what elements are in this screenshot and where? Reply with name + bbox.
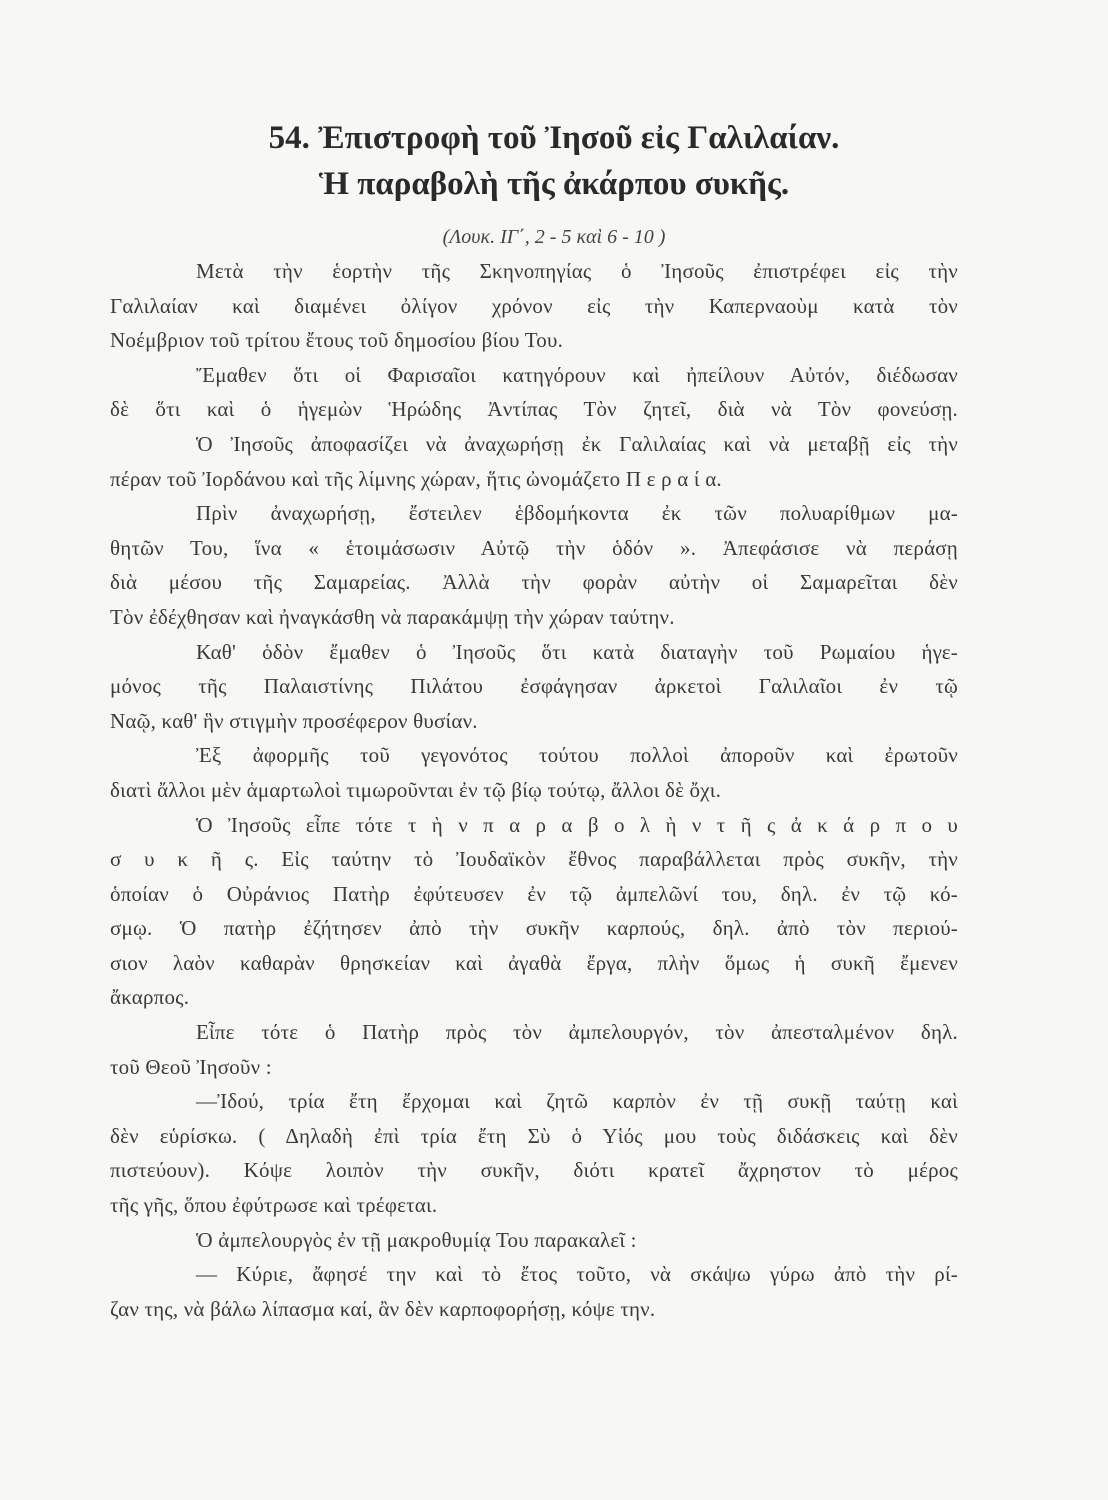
text-line: Μετὰ τὴν ἑορτὴν τῆς Σκηνοπηγίας ὁ Ἰησοῦς ἐπιστρέφει εἰς τὴν xyxy=(196,259,958,283)
text-line: σμῳ. Ὁ πατὴρ ἐζήτησεν ἀπὸ τὴν συκῆν καρπούς, δηλ. ἀπὸ τὸν περιού- xyxy=(110,916,958,941)
text-line: Ὁ Ἰησοῦς ἀποφασίζει νὰ ἀναχωρήσῃ ἐκ Γαλιλαίας καὶ νὰ μεταβῇ εἰς τὴν xyxy=(196,431,958,456)
text-line: πιστεύουν). Κόψε λοιπὸν τὴν συκῆν, διότι κρατεῖ ἄχρηστον τὸ μέρος xyxy=(110,1158,958,1183)
text-line: Καθ' ὁδὸν ἔμαθεν ὁ Ἰησοῦς ὅτι κατὰ διαταγὴν τοῦ Ρωμαίου ἡγε- xyxy=(196,639,958,664)
text-line: Ναῷ, καθ' ἣν στιγμὴν προσέφερον θυσίαν. xyxy=(110,708,478,733)
text-line: τῆς γῆς, ὅπου ἐφύτρωσε καὶ τρέφεται. xyxy=(110,1193,438,1218)
text-line: ἄκαρπος. xyxy=(110,985,190,1010)
text-line: Ὁ Ἰησοῦς εἶπε τότε τ ὴ ν π α ρ α β ο λ ὴ ν τ ῆ ς ἀ κ ά ρ π ο υ xyxy=(196,812,958,837)
text-line: θητῶν Του, ἵνα « ἑτοιμάσωσιν Αὐτῷ τὴν ὁδόν ». Ἀπεφάσισε νὰ περάσῃ xyxy=(110,535,958,560)
text-line: Νοέμβριον τοῦ τρίτου ἔτους τοῦ δημοσίου βίου Του. xyxy=(110,328,564,353)
text-line: πέραν τοῦ Ἰορδάνου καὶ τῆς λίμνης χώραν, ἥτις ὠνομάζετο Π ε ρ α ί α. xyxy=(110,466,722,491)
text-line: —Ἰδού, τρία ἔτη ἔρχομαι καὶ ζητῶ καρπὸν ἐν τῇ συκῇ ταύτῃ καὶ xyxy=(196,1089,958,1114)
text-line: ζαν της, νὰ βάλω λίπασμα καί, ἂν δὲν καρποφορήσῃ, κόψε την. xyxy=(110,1296,656,1321)
body-text xyxy=(110,254,958,1326)
text-line: διατὶ ἄλλοι μὲν ἁμαρτωλοὶ τιμωροῦνται ἐν τῷ βίῳ τούτῳ, ἄλλοι δὲ ὄχι. xyxy=(110,777,722,802)
text-line: Τὸν ἐδέχθησαν καὶ ἠναγκάσθη νὰ παρακάμψῃ τὴν χώραν ταύτην. xyxy=(110,604,675,629)
text-line: Γαλιλαίαν καὶ διαμένει ὀλίγον χρόνον εἰς τὴν Καπερναοὺμ κατὰ τὸν xyxy=(110,293,958,318)
text-line: Ἔμαθεν ὅτι οἱ Φαρισαῖοι κατηγόρουν καὶ ἠπείλουν Αὐτόν, διέδωσαν xyxy=(196,362,958,387)
text-line: Ἐξ ἀφορμῆς τοῦ γεγονότος τούτου πολλοὶ ἀποροῦν καὶ ἐρωτοῦν xyxy=(196,743,958,768)
text-line: δὲν εὑρίσκω. ( Δηλαδὴ ἐπὶ τρία ἔτη Σὺ ὁ Υἱός μου τοὺς διδάσκεις καὶ δὲν xyxy=(110,1123,958,1148)
text-line: Εἶπε τότε ὁ Πατὴρ πρὸς τὸν ἀμπελουργόν, τὸν ἀπεσταλμένον δηλ. xyxy=(196,1020,958,1045)
text-line: σ υ κ ῆ ς. Εἰς ταύτην τὸ Ἰουδαϊκὸν ἔθνος παραβάλλεται πρὸς συκῆν, τὴν xyxy=(110,847,958,872)
text-line: — Κύριε, ἄφησέ την καὶ τὸ ἔτος τοῦτο, νὰ σκάψω γύρω ἀπὸ τὴν ρί- xyxy=(196,1262,958,1287)
chapter-subtitle: Ἡ παραβολὴ τῆς ἀκάρπου συκῆς. xyxy=(318,166,790,202)
text-line: σιον λαὸν καθαρὰν θρησκείαν καὶ ἀγαθὰ ἔργα, πλὴν ὅμως ἡ συκῆ ἔμενεν xyxy=(110,950,958,975)
text-line: μόνος τῆς Παλαιστίνης Πιλάτου ἐσφάγησαν ἀρκετοὶ Γαλιλαῖοι ἐν τῷ xyxy=(110,674,958,699)
text-line: τοῦ Θεοῦ Ἰησοῦν : xyxy=(110,1054,272,1079)
text-line: ὁποίαν ὁ Οὐράνιος Πατὴρ ἐφύτευσεν ἐν τῷ ἀμπελῶνί του, δηλ. ἐν τῷ κό- xyxy=(110,881,958,906)
text-line: Πρὶν ἀναχωρήσῃ, ἔστειλεν ἑβδομήκοντα ἐκ τῶν πολυαρίθμων μα- xyxy=(196,501,958,526)
chapter-title: 54. Ἐπιστροφὴ τοῦ Ἰησοῦ εἰς Γαλιλαίαν. xyxy=(268,120,840,156)
scripture-reference: (Λουκ. ΙΓ΄, 2 - 5 καὶ 6 - 10 ) xyxy=(442,226,666,248)
text-line: δὲ ὅτι καὶ ὁ ἡγεμὼν Ἡρώδης Ἀντίπας Τὸν ζητεῖ, διὰ νὰ Τὸν φονεύσῃ. xyxy=(110,397,958,422)
text-line: Ὁ ἀμπελουργὸς ἐν τῇ μακροθυμίᾳ Του παρακαλεῖ : xyxy=(196,1227,637,1252)
text-line: διὰ μέσου τῆς Σαμαρείας. Ἀλλὰ τὴν φορὰν αὐτὴν οἱ Σαμαρεῖται δὲν xyxy=(110,570,958,595)
